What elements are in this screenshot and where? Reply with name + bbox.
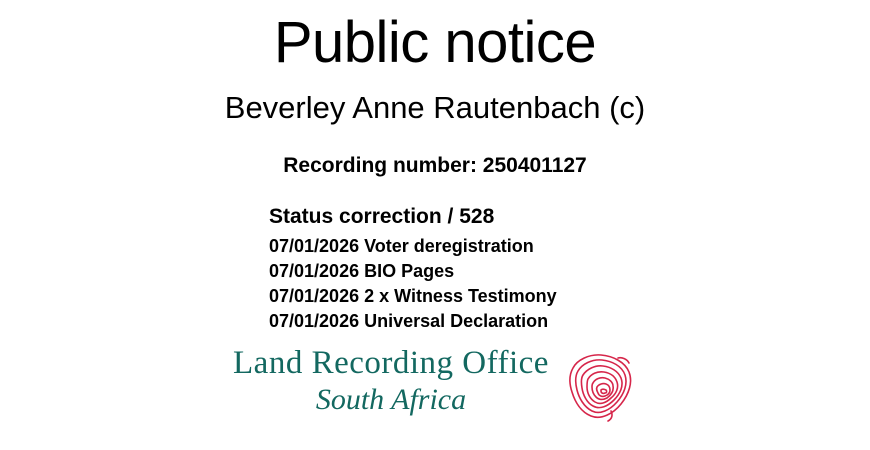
logo-line-secondary: South Africa [315, 382, 467, 416]
subject-name: Beverley Anne Rautenbach (c) [224, 89, 646, 125]
status-entry: 07/01/2026 Universal Declaration [269, 310, 549, 331]
status-entry: 07/01/2026 Voter deregistration [269, 236, 534, 257]
organization-logo [0, 346, 870, 424]
logo-wordmark [233, 346, 549, 417]
south-africa-map-icon [563, 348, 637, 424]
status-entry: 07/01/2026 2 x Witness Testimony [269, 285, 557, 306]
status-heading: Status correction / 528 [269, 204, 495, 228]
status-entry: 07/01/2026 BIO Pages [269, 260, 455, 281]
status-details [265, 178, 605, 334]
recording-number: Recording number: 250401127 [283, 153, 587, 177]
logo-line-primary: Land Recording Office [233, 345, 549, 381]
page-title: Public notice [273, 10, 597, 75]
